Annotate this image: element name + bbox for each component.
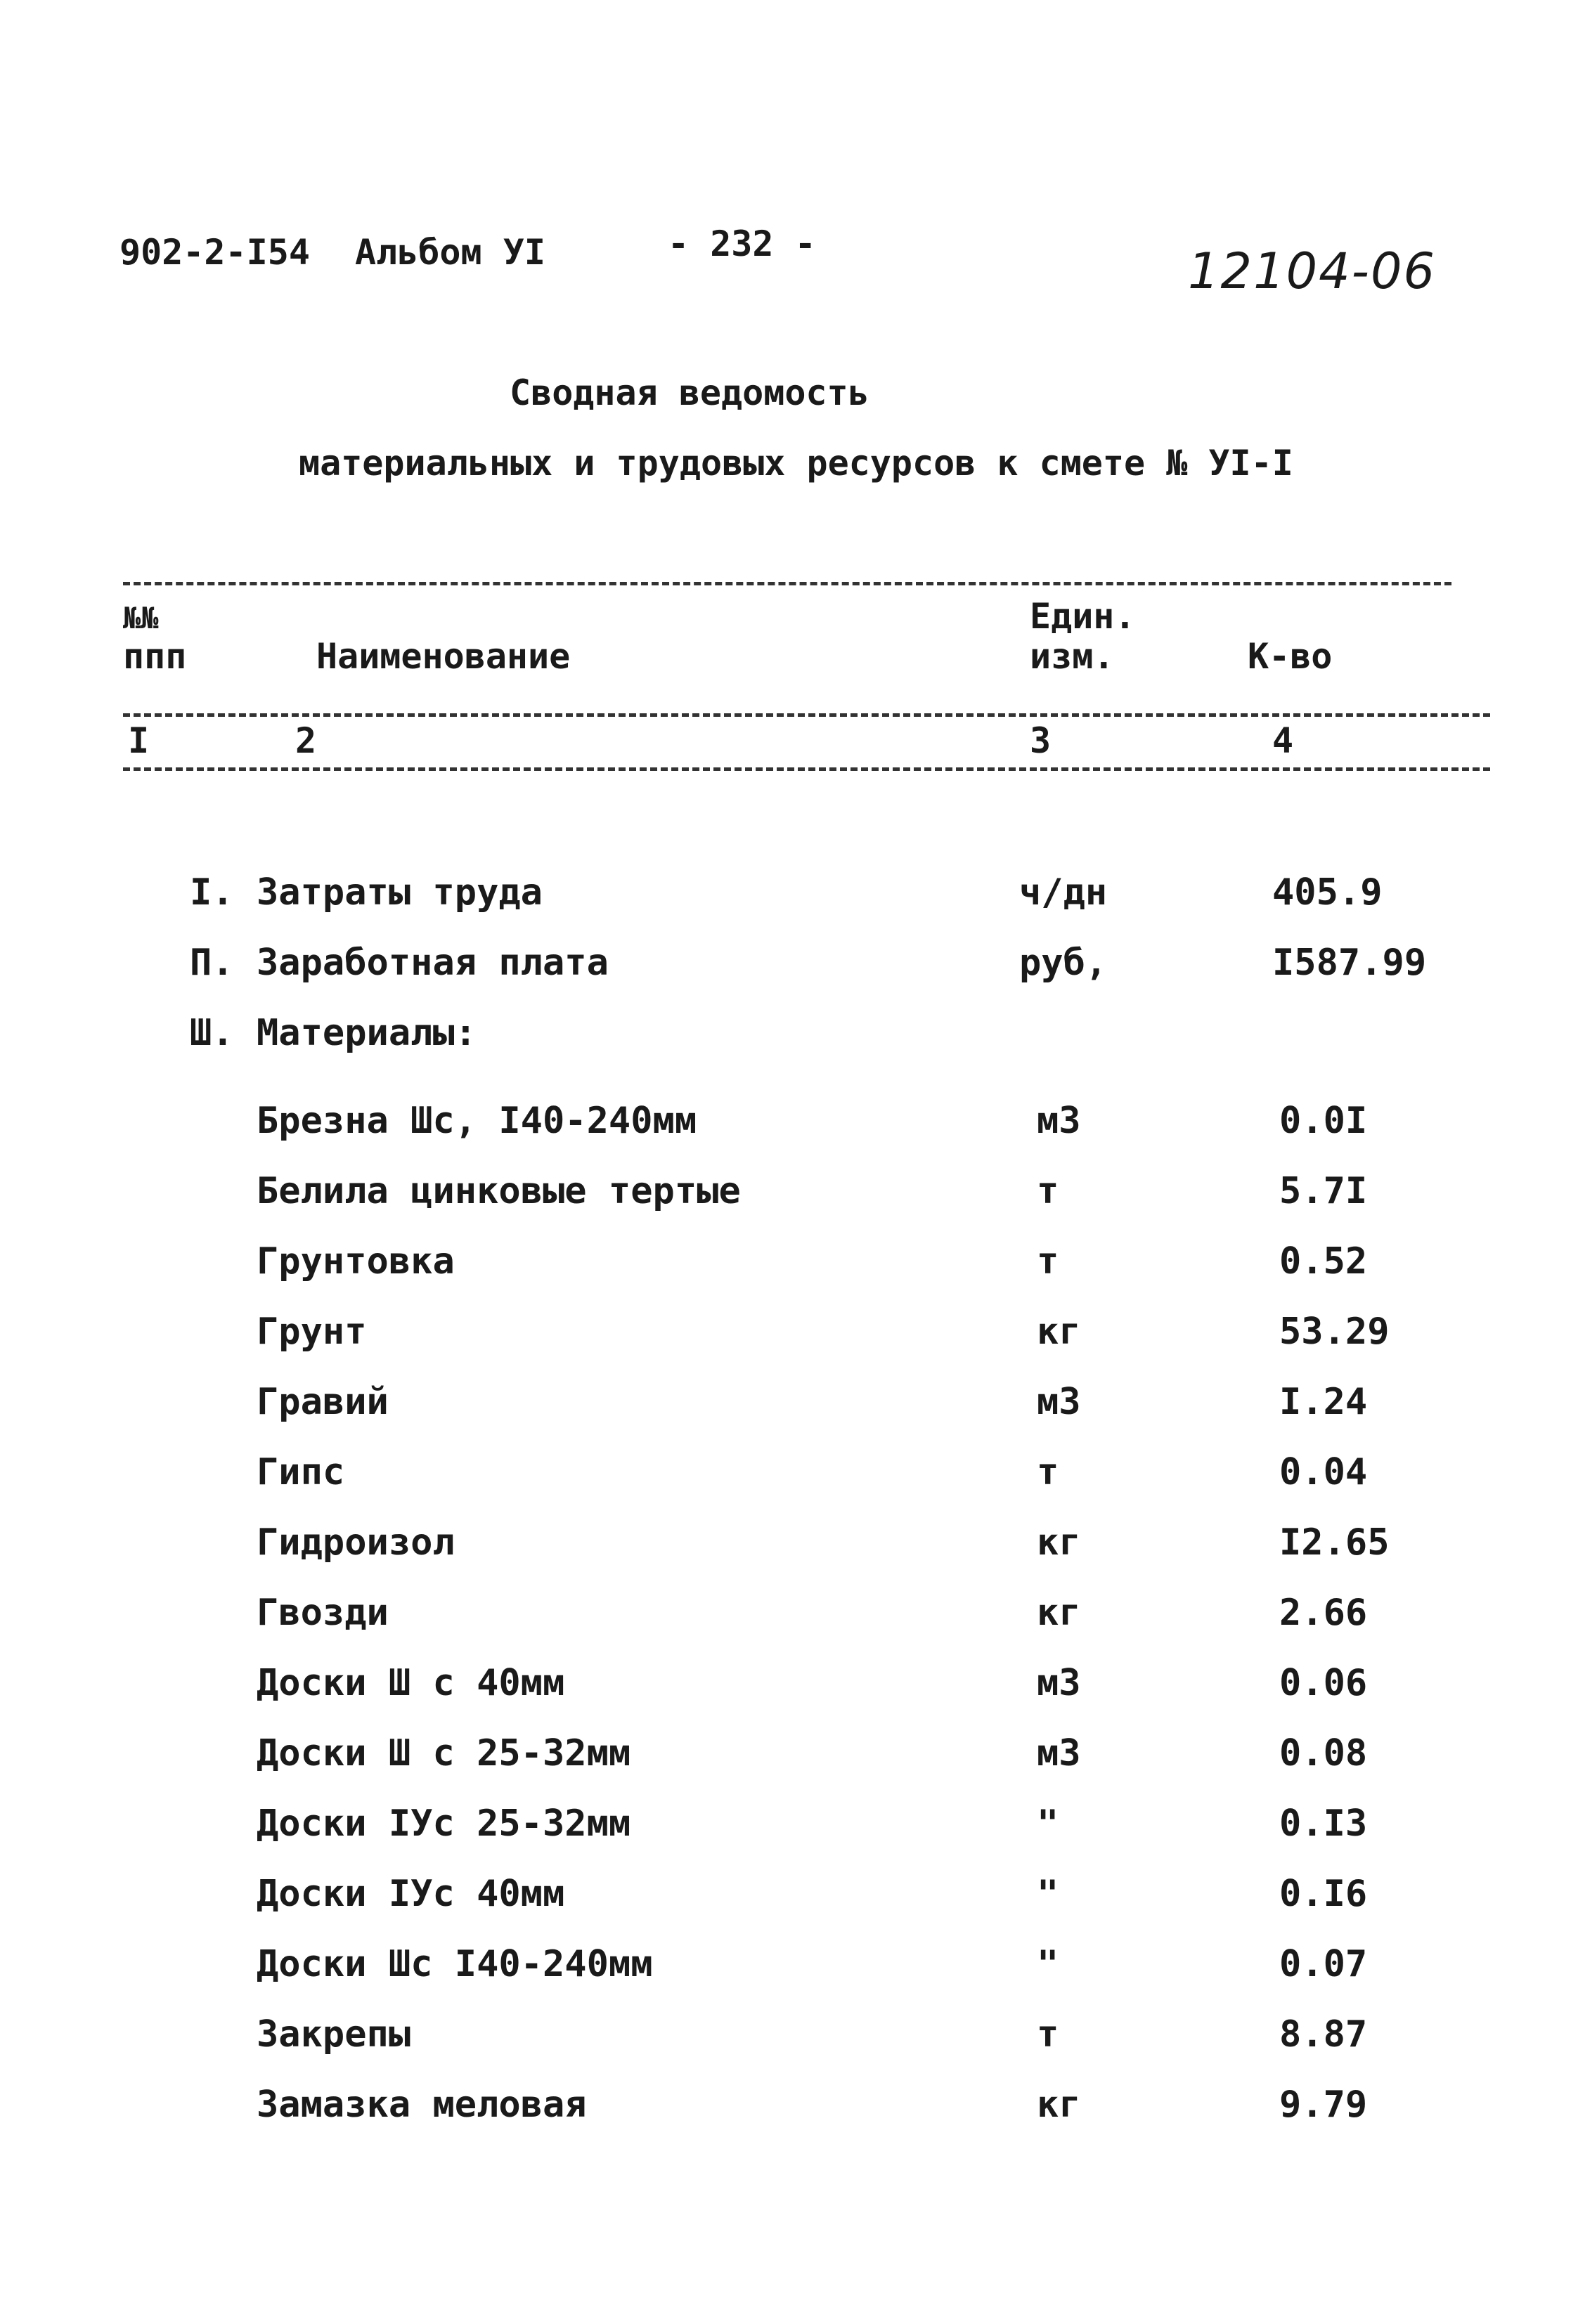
material-unit: т <box>1037 1240 1059 1283</box>
section-quantity: 405.9 <box>1272 871 1383 914</box>
material-name: Закрепы <box>257 2013 411 2056</box>
material-quantity: 0.0I <box>1279 1100 1368 1142</box>
section-number: I. <box>190 871 234 914</box>
material-name: Доски IУс 40мм <box>257 1873 565 1915</box>
material-quantity: 0.07 <box>1279 1943 1368 1985</box>
material-quantity: 0.04 <box>1279 1451 1368 1493</box>
material-unit: м3 <box>1037 1662 1081 1704</box>
title-line-2: материальных и трудовых ресурсов к смете № УI-I <box>299 443 1293 483</box>
section-unit: руб, <box>1019 942 1108 984</box>
material-name: Доски Ш с 25-32мм <box>257 1732 631 1774</box>
material-name: Доски IУс 25-32мм <box>257 1803 631 1845</box>
material-quantity: 9.79 <box>1279 2084 1368 2126</box>
material-row <box>0 1521 1578 1592</box>
handwritten-reference: 12104-06 <box>1188 242 1437 300</box>
title-line-1: Сводная ведомость <box>510 372 869 413</box>
section-quantity: I587.99 <box>1272 942 1427 984</box>
section-name: Затраты труда <box>257 871 543 914</box>
material-name: Белила цинковые тертые <box>257 1170 741 1212</box>
material-unit: кг <box>1037 1592 1081 1634</box>
material-unit: " <box>1037 1943 1059 1985</box>
material-unit: кг <box>1037 1521 1081 1564</box>
material-name: Брезна Шс, I40-240мм <box>257 1100 697 1142</box>
material-name: Замазка меловая <box>257 2084 587 2126</box>
material-quantity: 0.52 <box>1279 1240 1368 1283</box>
material-unit: т <box>1037 2013 1059 2056</box>
material-quantity: I2.65 <box>1279 1521 1390 1564</box>
material-unit: м3 <box>1037 1381 1081 1423</box>
material-row <box>0 1662 1578 1732</box>
material-row <box>0 1451 1578 1521</box>
material-quantity: 5.7I <box>1279 1170 1368 1212</box>
material-row <box>0 2084 1578 2154</box>
name-column-header: Наименование <box>316 636 571 677</box>
material-quantity: 2.66 <box>1279 1592 1368 1634</box>
section-row <box>0 871 1578 942</box>
material-row <box>0 2013 1578 2084</box>
material-row <box>0 1803 1578 1873</box>
material-quantity: 0.I6 <box>1279 1873 1368 1915</box>
header-bottom-rule <box>123 767 1490 771</box>
material-row <box>0 1381 1578 1451</box>
material-unit: кг <box>1037 1311 1081 1353</box>
material-unit: кг <box>1037 2084 1081 2126</box>
material-unit: м3 <box>1037 1732 1081 1774</box>
material-unit: т <box>1037 1451 1059 1493</box>
material-row <box>0 1311 1578 1381</box>
material-quantity: 0.06 <box>1279 1662 1368 1704</box>
material-name: Грунтовка <box>257 1240 455 1283</box>
document-code: 902-2-I54 <box>119 232 310 273</box>
material-quantity: 0.08 <box>1279 1732 1368 1774</box>
page-number: - 232 - <box>668 223 816 264</box>
material-row <box>0 1943 1578 2013</box>
material-quantity: 8.87 <box>1279 2013 1368 2056</box>
album-label: Альбом УI <box>355 232 545 273</box>
unit-label-bottom: изм. <box>1030 636 1115 677</box>
material-name: Доски Ш с 40мм <box>257 1662 565 1704</box>
column-number-2: 2 <box>295 720 317 761</box>
column-number-3: 3 <box>1030 720 1052 761</box>
number-label-bottom: ппп <box>123 636 187 677</box>
material-row <box>0 1732 1578 1803</box>
section-name: Заработная плата <box>257 942 609 984</box>
material-quantity: I.24 <box>1279 1381 1368 1423</box>
section-row <box>0 942 1578 1012</box>
section-row <box>0 1012 1578 1082</box>
column-number-1: I <box>128 720 150 761</box>
unit-label-top: Един. <box>1030 596 1136 637</box>
material-unit: т <box>1037 1170 1059 1212</box>
section-number: П. <box>190 942 234 984</box>
header-middle-rule <box>123 713 1490 717</box>
header-top-rule <box>123 582 1451 585</box>
column-number-4: 4 <box>1272 720 1294 761</box>
quantity-column-header: К-во <box>1248 636 1333 677</box>
material-unit: " <box>1037 1803 1059 1845</box>
material-unit: м3 <box>1037 1100 1081 1142</box>
section-number: Ш. <box>190 1012 234 1054</box>
section-name: Материалы: <box>257 1012 477 1054</box>
material-name: Гравий <box>257 1381 389 1423</box>
material-row <box>0 1100 1578 1170</box>
number-label-top: №№ <box>123 601 159 635</box>
material-name: Гидроизол <box>257 1521 455 1564</box>
material-name: Грунт <box>257 1311 367 1353</box>
section-unit: ч/дн <box>1019 871 1108 914</box>
material-name: Гвозди <box>257 1592 389 1634</box>
material-row <box>0 1240 1578 1311</box>
material-row <box>0 1873 1578 1943</box>
material-unit: " <box>1037 1873 1059 1915</box>
material-row <box>0 1592 1578 1662</box>
material-name: Доски Шс I40-240мм <box>257 1943 653 1985</box>
material-row <box>0 1170 1578 1240</box>
material-name: Гипс <box>257 1451 345 1493</box>
material-quantity: 0.I3 <box>1279 1803 1368 1845</box>
material-quantity: 53.29 <box>1279 1311 1390 1353</box>
